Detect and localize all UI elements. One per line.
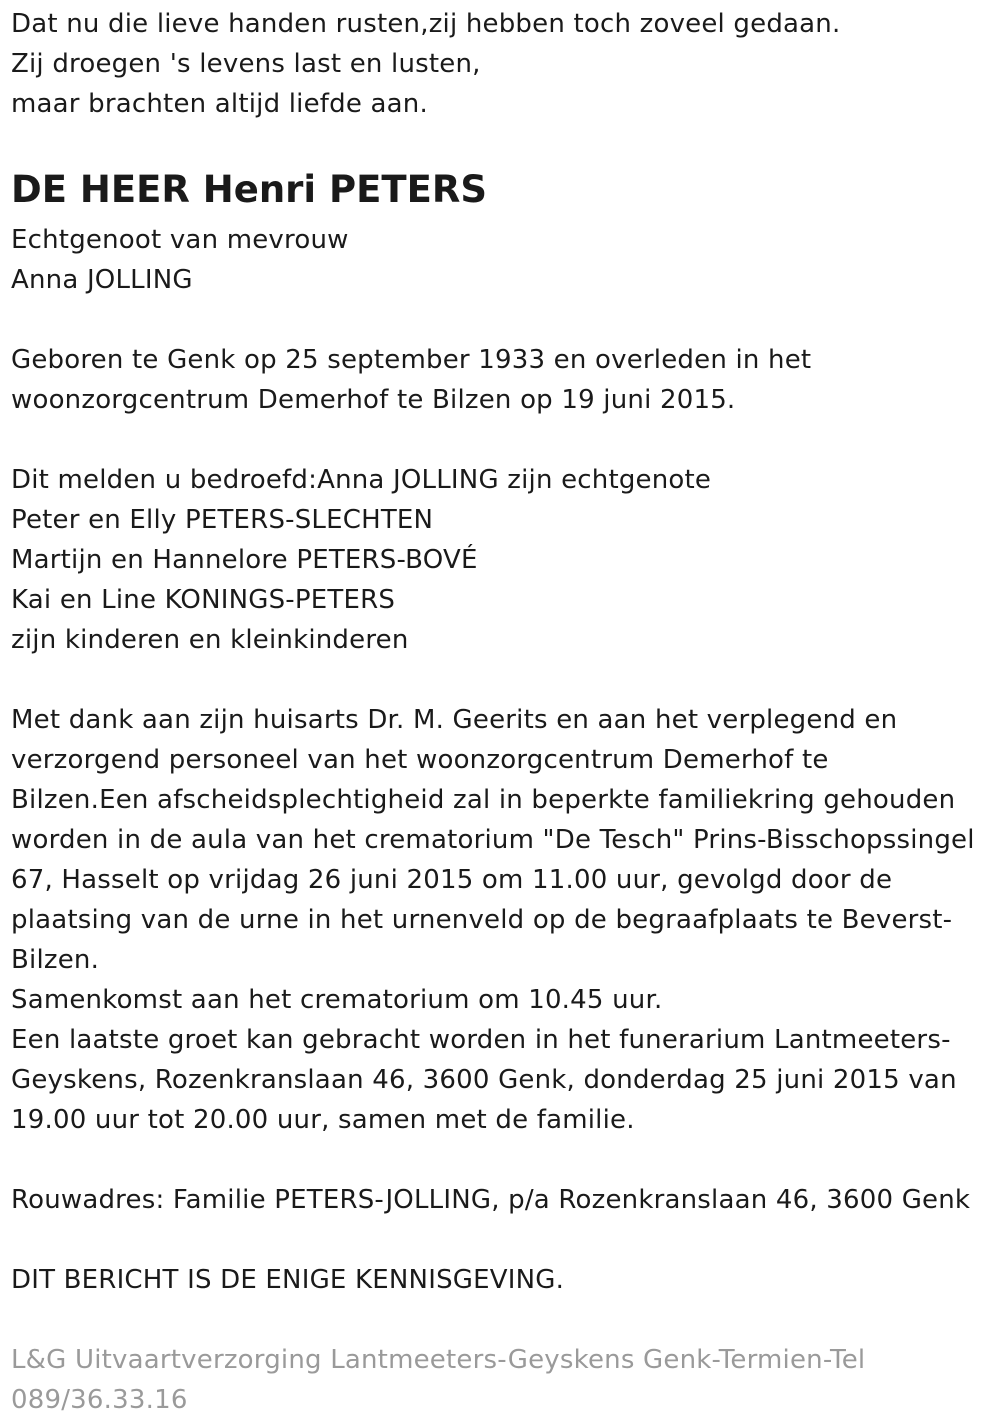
ceremony-line: Geyskens, Rozenkranslaan 46, 3600 Genk, donderdag 25 juni 2015 van <box>11 1065 957 1095</box>
spacer <box>11 1140 991 1180</box>
spacer <box>11 1220 991 1260</box>
ceremony-line: Bilzen.Een afscheidsplechtigheid zal in beperkte familiekring gehouden <box>11 785 956 815</box>
poem-line: Dat nu die lieve handen rusten,zij hebben toch zoveel gedaan. <box>11 9 841 39</box>
ceremony-line: Bilzen. <box>11 945 100 975</box>
obituary-notice <box>11 0 991 1420</box>
poem-line: maar brachten altijd liefde aan. <box>11 89 428 119</box>
spacer <box>11 660 991 700</box>
spacer <box>11 420 991 460</box>
family-section <box>11 460 991 660</box>
spouse-line: Anna JOLLING <box>11 265 193 295</box>
ceremony-line: plaatsing van de urne in het urnenveld op de begraafplaats te Beverst- <box>11 905 953 935</box>
spouse-line: Echtgenoot van mevrouw <box>11 225 349 255</box>
ceremony-line: 19.00 uur tot 20.00 uur, samen met de familie. <box>11 1105 635 1135</box>
funeral-home-footer <box>11 1340 991 1420</box>
ceremony-line: verzorgend personeel van het woonzorgcentrum Demerhof te <box>11 745 829 775</box>
spacer <box>11 1300 991 1340</box>
family-line: Martijn en Hannelore PETERS-BOVÉ <box>11 545 478 575</box>
ceremony-line: 67, Hasselt op vrijdag 26 juni 2015 om 11.00 uur, gevolgd door de <box>11 865 893 895</box>
deceased-name: DE HEER Henri PETERS <box>11 168 488 211</box>
ceremony-line: worden in de aula van het crematorium "De Tesch" Prins-Bisschopssingel <box>11 825 975 855</box>
family-line: Kai en Line KONINGS-PETERS <box>11 585 396 615</box>
ceremony-line: Een laatste groet kan gebracht worden in het funerarium Lantmeeters- <box>11 1025 951 1055</box>
birth-death-line: Geboren te Genk op 25 september 1933 en overleden in het <box>11 345 812 375</box>
family-line: Peter en Elly PETERS-SLECHTEN <box>11 505 434 535</box>
spouse-section <box>11 220 991 300</box>
spacer <box>11 300 991 340</box>
family-line: Dit melden u bedroefd:Anna JOLLING zijn echtgenote <box>11 465 712 495</box>
ceremony-line: Samenkomst aan het crematorium om 10.45 uur. <box>11 985 663 1015</box>
mourning-address: Rouwadres: Familie PETERS-JOLLING, p/a Rozenkranslaan 46, 3600 Genk <box>11 1185 971 1215</box>
footer-line: 089/36.33.16 <box>11 1385 188 1415</box>
ceremony-section <box>11 700 991 1140</box>
ceremony-line: Met dank aan zijn huisarts Dr. M. Geerits en aan het verplegend en <box>11 705 898 735</box>
memorial-poem <box>11 4 991 124</box>
notice-statement: DIT BERICHT IS DE ENIGE KENNISGEVING. <box>11 1265 565 1295</box>
footer-line: L&G Uitvaartverzorging Lantmeeters-Geyskens Genk-Termien-Tel <box>11 1345 866 1375</box>
birth-death-line: woonzorgcentrum Demerhof te Bilzen op 19 juni 2015. <box>11 385 736 415</box>
family-line: zijn kinderen en kleinkinderen <box>11 625 409 655</box>
birth-death-section <box>11 340 991 420</box>
poem-line: Zij droegen 's levens last en lusten, <box>11 49 481 79</box>
